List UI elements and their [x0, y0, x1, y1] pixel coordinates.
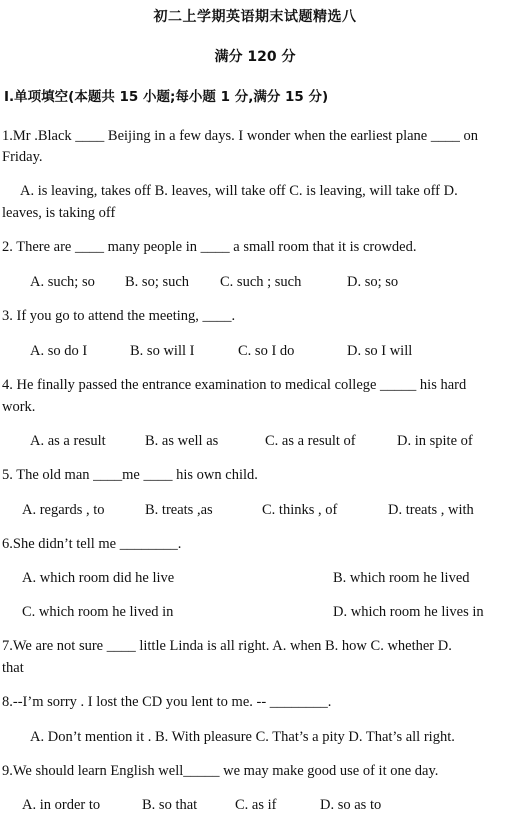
- question-5-option-b: B. treats ,as: [145, 502, 213, 518]
- question-4-option-d: D. in spite of: [397, 433, 473, 449]
- question-2-stem: 2. There are ____ many people in ____ a small room that it is crowded.: [2, 239, 417, 255]
- question-2-option-d: D. so; so: [347, 274, 399, 290]
- question-5-option-c: C. thinks , of: [262, 502, 338, 518]
- exam-title: 初二上学期英语期末试题精选八: [153, 9, 357, 25]
- question-3-option-c: C. so I do: [238, 343, 295, 359]
- question-7-stem-line-1: 7.We are not sure ____ little Linda is all right. A. when B. how C. whether D.: [2, 638, 452, 654]
- question-8-options: A. Don’t mention it . B. With pleasure C. That’s a pity D. That’s all right.: [30, 729, 455, 745]
- section-heading: I.单项填空(本题共 15 小题;每小题 1 分,满分 15 分): [4, 89, 329, 105]
- question-8-stem: 8.--I’m sorry . I lost the CD you lent to me. -- ________.: [2, 694, 332, 710]
- question-5-option-a: A. regards , to: [22, 502, 105, 518]
- question-2-option-c: C. such ; such: [220, 274, 302, 290]
- question-3-option-d: D. so I will: [347, 343, 413, 359]
- question-5-stem: 5. The old man ____me ____ his own child.: [2, 467, 258, 483]
- question-6-option-b: B. which room he lived: [333, 570, 470, 586]
- question-9-option-a: A. in order to: [22, 797, 101, 813]
- question-4-stem-line-2: work.: [2, 399, 36, 415]
- exam-total-score: 满分 120 分: [214, 49, 296, 65]
- question-3-option-a: A. so do I: [30, 343, 88, 359]
- question-6-option-d: D. which room he lives in: [333, 604, 484, 620]
- question-6-option-a: A. which room did he live: [22, 570, 175, 586]
- question-6-stem: 6.She didn’t tell me ________.: [2, 536, 182, 552]
- question-3-option-b: B. so will I: [130, 343, 195, 359]
- question-2-option-a: A. such; so: [30, 274, 95, 290]
- question-9-option-b: B. so that: [142, 797, 198, 813]
- question-9-option-c: C. as if: [235, 797, 277, 813]
- question-4-stem-line-1: 4. He finally passed the entrance examination to medical college _____ his hard: [2, 377, 467, 393]
- question-1-options-line-1: A. is leaving, takes off B. leaves, will take off C. is leaving, will take off D.: [20, 183, 458, 199]
- question-9-option-d: D. so as to: [320, 797, 382, 813]
- question-9-stem: 9.We should learn English well_____ we may make good use of it one day.: [2, 763, 439, 779]
- question-1-options-line-2: leaves, is taking off: [2, 205, 116, 221]
- question-4-option-a: A. as a result: [30, 433, 106, 449]
- question-5-option-d: D. treats , with: [388, 502, 474, 518]
- question-4-option-b: B. as well as: [145, 433, 219, 449]
- question-3-stem: 3. If you go to attend the meeting, ____.: [2, 308, 236, 324]
- question-6-option-c: C. which room he lived in: [22, 604, 174, 620]
- question-2-option-b: B. so; such: [125, 274, 190, 290]
- question-1-stem-line-2: Friday.: [2, 149, 43, 165]
- question-1-stem-line-1: 1.Mr .Black ____ Beijing in a few days. I wonder when the earliest plane ____ on: [2, 128, 478, 144]
- question-7-stem-line-2: that: [2, 660, 24, 676]
- question-4-option-c: C. as a result of: [265, 433, 356, 449]
